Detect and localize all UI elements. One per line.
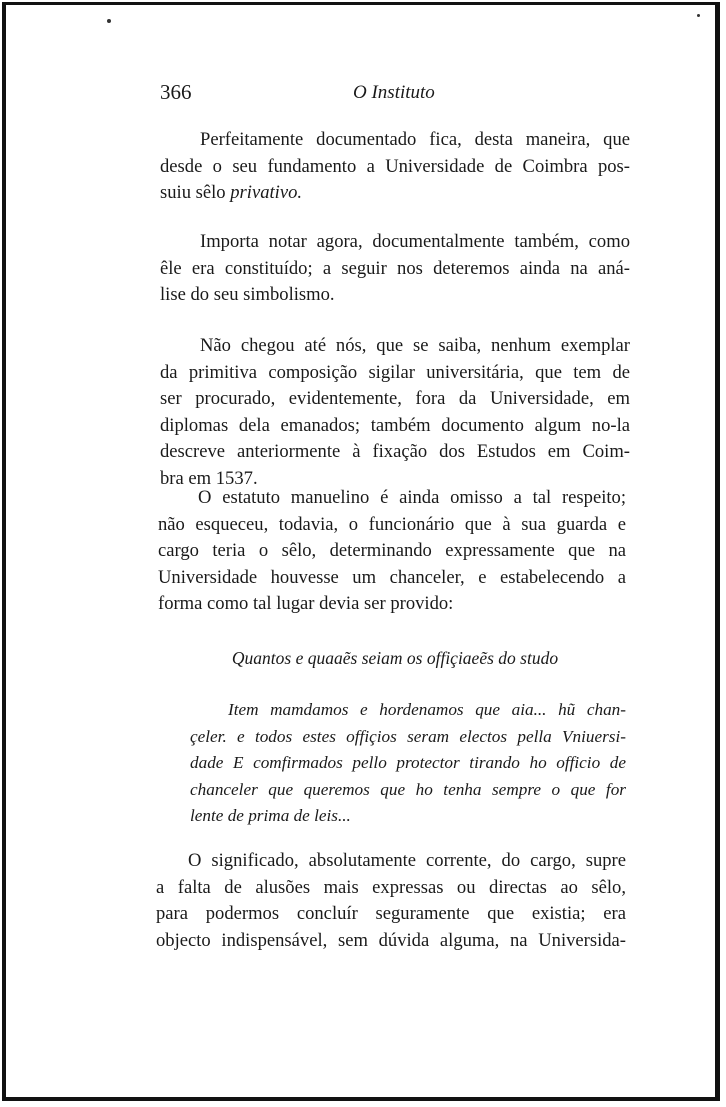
quote-heading: Quantos e quaaẽs seiam os offiçiaeẽs do studo <box>231 648 559 668</box>
quote-line: dade E comfirmados pello protector tirando ho officio de <box>190 753 626 773</box>
text-line: Universidade houvesse um chanceler, e estabelecendo a <box>158 566 626 588</box>
text-line: lise do seu simbolismo. <box>160 284 335 306</box>
text-line <box>160 180 630 207</box>
quote-line: lente de prima de leis... <box>190 806 351 826</box>
text-line: forma como tal lugar devia ser provido: <box>158 593 454 615</box>
text-line: O estatuto manuelino é ainda omisso a tal respeito; <box>198 487 626 508</box>
text-line: O significado, absolutamente corrente, do cargo, supre <box>188 850 626 871</box>
text-line: Perfeitamente documentado fica, desta maneira, que <box>200 129 630 150</box>
paragraph-5 <box>156 848 626 954</box>
text-line: da primitiva composição sigilar universitária, que tem de <box>160 361 630 383</box>
text-line: Importa notar agora, documentalmente também, como <box>200 231 630 252</box>
scan-speck <box>697 14 700 17</box>
text-run: suiu sêlo <box>160 182 231 204</box>
paragraph-3 <box>160 333 630 493</box>
text-line: ser procurado, evidentemente, fora da Universidade, em <box>160 388 630 410</box>
text-line: bra em 1537. <box>160 467 258 489</box>
text-line: objecto indispensável, sem dúvida alguma, na Universida- <box>156 929 626 951</box>
paragraph-4 <box>158 485 626 618</box>
text-line: Não chegou até nós, que se saiba, nenhum exemplar <box>200 335 630 356</box>
paragraph-2 <box>160 229 630 309</box>
text-line: êle era constituído; a seguir nos deteremos ainda na aná- <box>160 257 630 279</box>
quote-line: chanceler que queremos que ho tenha sempre o que for <box>190 779 626 799</box>
page-header <box>160 80 630 110</box>
emphasis-text: privativo. <box>230 182 303 204</box>
block-quote <box>190 697 626 830</box>
text-line: não esqueceu, todavia, o funcionário que à sua guarda e <box>158 513 626 535</box>
text-line: diplomas dela emanados; também documento algum no-la <box>160 414 630 436</box>
page-number: 366 <box>160 80 192 104</box>
quote-line: Item mamdamos e hordenamos que aia... hũ chan- <box>228 700 626 719</box>
running-title: O Instituto <box>353 82 435 103</box>
paragraph-1 <box>160 127 630 207</box>
text-line: para podermos concluír seguramente que existia; era <box>156 903 626 925</box>
text-line: a falta de alusões mais expressas ou directas ao sêlo, <box>156 876 626 898</box>
scan-speck <box>107 19 111 23</box>
text-line: cargo teria o sêlo, determinando expressamente que na <box>158 540 626 562</box>
quote-line: çeler. e todos estes offiçios seram electos pella Vniuersi- <box>190 726 626 746</box>
text-line: desde o seu fundamento a Universidade de Coimbra pos- <box>160 155 630 177</box>
text-line: descreve anteriormente à fixação dos Estudos em Coim- <box>160 441 630 463</box>
